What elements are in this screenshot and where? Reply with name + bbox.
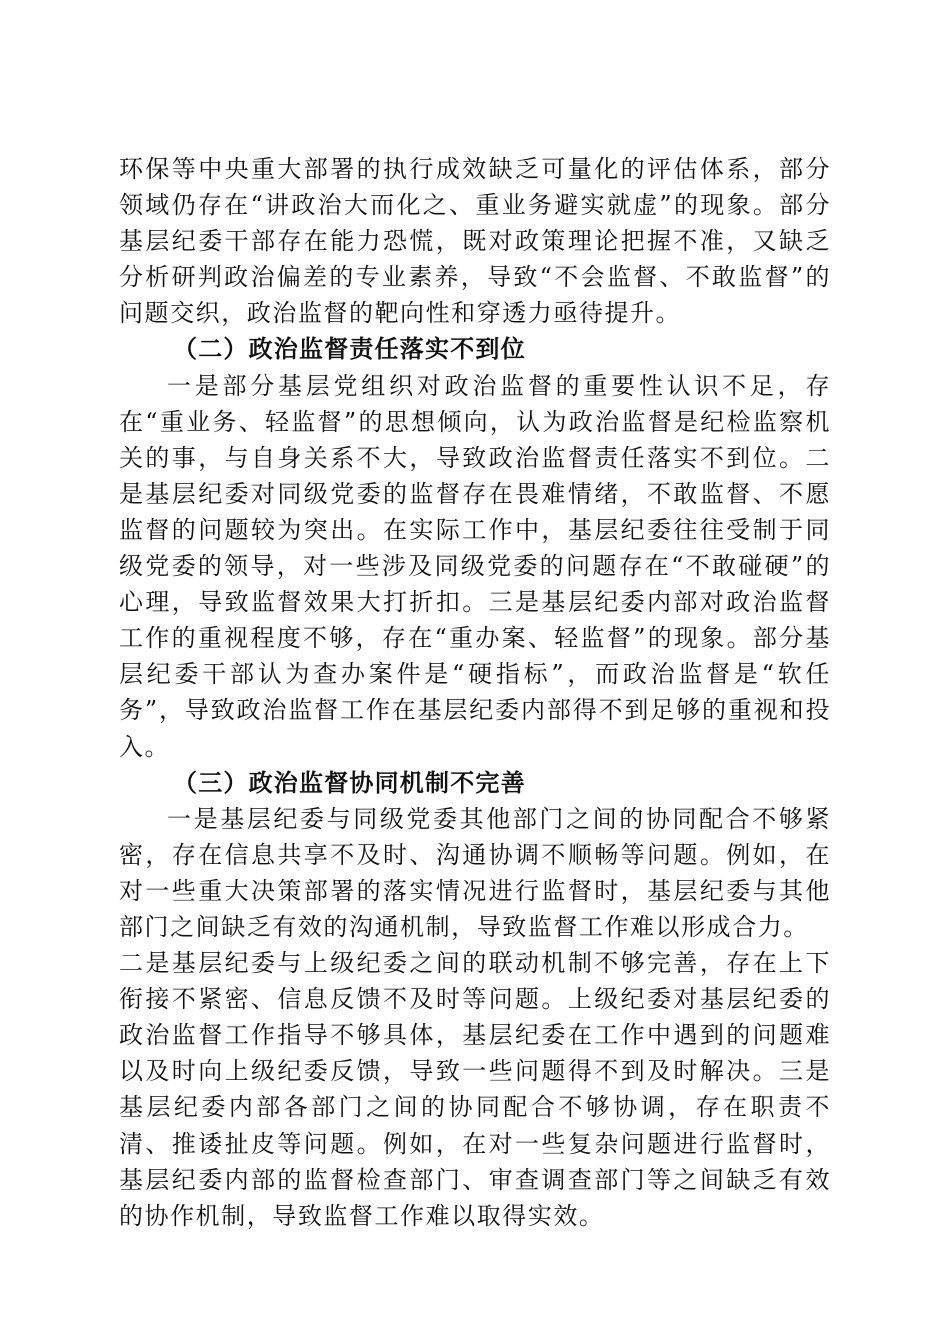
- paragraph-coordination-1: 一是基层纪委与同级党委其他部门之间的协同配合不够紧密，存在信息共享不及时、沟通协调不顺畅等问题。例如，在对一些重大决策部署的落实情况进行监督时，基层纪委与其他部门之间缺乏有效的沟通机制，导致监督工作难以形成合力。: [119, 804, 831, 941]
- paragraph-coordination-2: 二是基层纪委与上级纪委之间的联动机制不够完善，存在上下衔接不紧密、信息反馈不及时等问题。上级纪委对基层纪委的政治监督工作指导不够具体，基层纪委在工作中遇到的问题难以及时向上级纪委反馈，导致一些问题得不到及时解决。三是基层纪委内部各部门之间的协同配合不够协调，存在职责不清、推诿扯皮等问题。例如，在对一些复杂问题进行监督时，基层纪委内部的监督检查部门、审查调查部门等之间缺乏有效的协作机制，导致监督工作难以取得实效。: [119, 949, 831, 1230]
- section-heading-3: （三）政治监督协同机制不完善: [173, 767, 526, 797]
- paragraph-continuation: 环保等中央重大部署的执行成效缺乏可量化的评估体系，部分领域仍存在“讲政治大而化之、重业务避实就虚”的现象。部分基层纪委干部存在能力恐慌，既对政策理论把握不准，又缺乏分析研判政治偏差的专业素养，导致“不会监督、不敢监督”的问题交织，政治监督的靶向性和穿透力亟待提升。: [119, 155, 831, 328]
- section-heading-2: （二）政治监督责任落实不到位: [173, 334, 526, 364]
- paragraph-responsibility: 一是部分基层党组织对政治监督的重要性认识不足，存在“重业务、轻监督”的思想倾向，认为政治监督是纪检监察机关的事，与自身关系不大，导致政治监督责任落实不到位。二是基层纪委对同级党委的监督存在畏难情绪，不敢监督、不愿监督的问题较为突出。在实际工作中，基层纪委往往受制于同级党委的领导，对一些涉及同级党委的问题存在“不敢碰硬”的心理，导致监督效果大打折扣。三是基层纪委内部对政治监督工作的重视程度不够，存在“重办案、轻监督”的现象。部分基层纪委干部认为查办案件是“硬指标”，而政治监督是“软任务”，导致政治监督工作在基层纪委内部得不到足够的重视和投入。: [119, 371, 831, 761]
- document-body: [119, 151, 831, 1234]
